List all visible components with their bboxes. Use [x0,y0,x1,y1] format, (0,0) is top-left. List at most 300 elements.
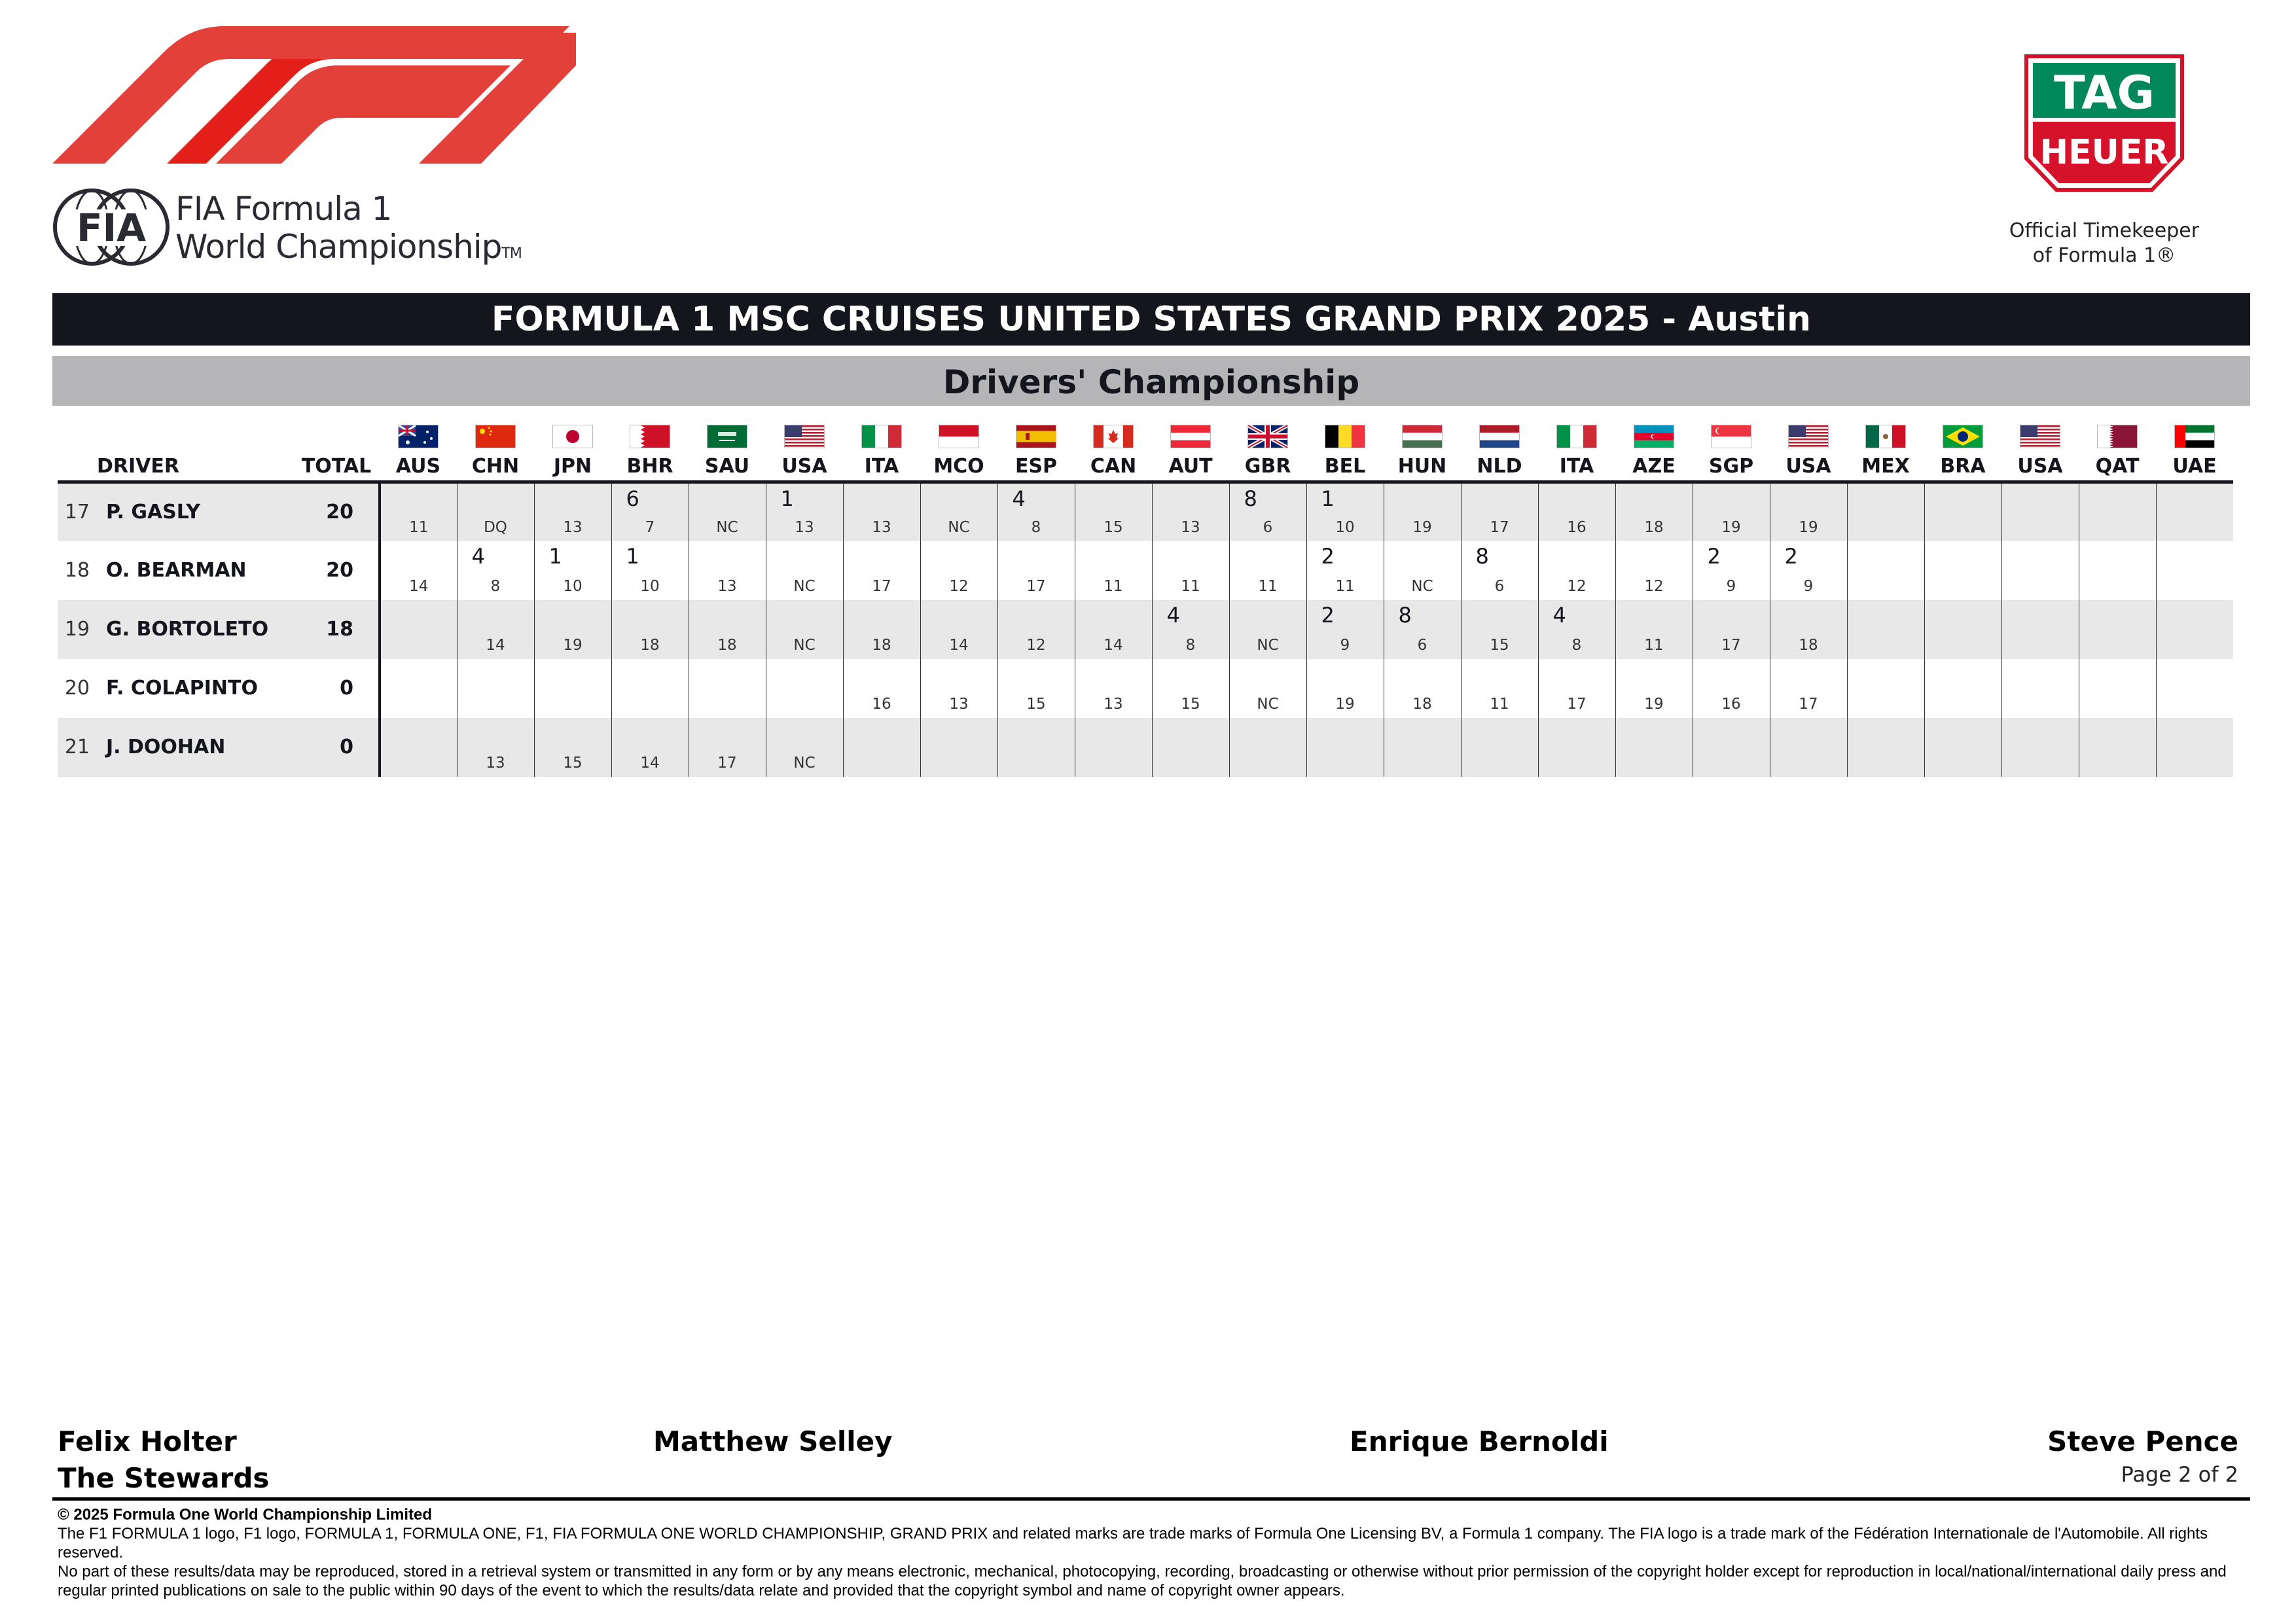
finish-position: 15 [563,754,583,772]
finish-position: 13 [872,518,891,536]
finish-position: 12 [1567,577,1587,595]
race-result-cell [1924,482,2001,541]
finish-position: 14 [409,577,429,595]
race-header-usa [1770,412,1847,482]
finish-position: 14 [486,636,505,654]
race-code-label: QAT [2095,455,2140,478]
race-points: 4 [1012,486,1026,511]
qatar-flag-icon [2079,425,2156,448]
race-result-cell [380,482,457,541]
race-code-label: BHR [626,455,673,478]
finish-position: 11 [1103,577,1123,595]
finish-position: 6 [1417,636,1427,654]
race-result-cell [1693,600,1770,659]
race-result-cell [534,600,611,659]
race-result-cell [1461,541,1538,600]
finish-position: 13 [949,695,969,713]
steward-name: Matthew Selley [653,1425,893,1457]
driver-header: DRIVER [97,455,179,478]
finish-position: 13 [795,518,814,536]
driver-name-cell: G. BORTOLETO [106,618,269,641]
finish-position: 17 [1567,695,1587,713]
race-result-cell [689,600,766,659]
race-points: 4 [1166,602,1180,628]
race-result-cell [997,659,1075,718]
event-title-banner: FORMULA 1 MSC CRUISES UNITED STATES GRAND PRIX 2025 - Austin [52,293,2250,346]
finish-position: 6 [1263,518,1273,536]
race-result-cell [1384,718,1461,777]
finish-position: 15 [1103,518,1123,536]
race-result-cell [2001,600,2079,659]
race-header-esp [997,412,1075,482]
finish-position: 13 [1181,518,1200,536]
race-header-chn [457,412,534,482]
table-row [58,482,2233,541]
finish-position: 9 [1726,577,1736,595]
race-code-label: AUT [1168,455,1213,478]
finish-position: 19 [1644,695,1664,713]
race-result-cell [457,541,534,600]
race-result-cell [1847,718,1924,777]
race-result-cell [2079,482,2156,541]
table-body [58,482,2233,777]
race-header-can [1075,412,1152,482]
race-result-cell [920,600,997,659]
finish-position: 11 [409,518,429,536]
race-result-cell [1615,482,1693,541]
usa-flag-icon [1770,425,1847,448]
race-result-cell [1306,482,1384,541]
japan-flag-icon [534,425,611,448]
steward-name: Steve Pence [2047,1425,2238,1457]
race-points: 1 [548,543,562,569]
race-result-cell [1306,718,1384,777]
race-result-cell [997,600,1075,659]
race-result-cell [766,659,843,718]
finish-position: 12 [949,577,969,595]
race-result-cell [1306,600,1384,659]
finish-position: 11 [1490,695,1509,713]
race-result-cell [1693,718,1770,777]
timekeeper-line2: of Formula 1® [2032,244,2176,267]
f1-logo [52,26,576,164]
finish-position: NC [793,754,816,772]
race-result-cell [766,482,843,541]
race-result-cell [1615,659,1693,718]
race-points: 4 [1552,602,1566,628]
race-result-cell [2156,482,2233,541]
italy-flag-icon [843,425,920,448]
race-result-cell [689,659,766,718]
race-points: 8 [1244,486,1257,511]
race-result-cell [1924,541,2001,600]
race-result-cell [1538,541,1615,600]
race-result-cell [2079,659,2156,718]
azerbaijan-flag-icon [1615,425,1693,448]
finish-position: 10 [563,577,583,595]
race-result-cell [997,541,1075,600]
steward-name: Enrique Bernoldi [1350,1425,1609,1457]
race-result-cell [1693,541,1770,600]
race-result-cell [1847,482,1924,541]
finish-position: 13 [1103,695,1123,713]
total-header: TOTAL [301,455,372,478]
finish-position: 14 [949,636,969,654]
race-result-cell [534,482,611,541]
race-code-label: UAE [2172,455,2217,478]
table-row [58,600,2233,659]
race-result-cell [2156,541,2233,600]
race-result-cell [843,718,920,777]
position-cell: 19 [64,618,90,641]
race-points: 2 [1707,543,1721,569]
total-points-cell: 20 [293,482,380,541]
finish-position: 11 [1258,577,1278,595]
race-points: 8 [1398,602,1412,628]
belgium-flag-icon [1306,425,1384,448]
finish-position: 6 [1494,577,1505,595]
race-result-cell [997,482,1075,541]
spain-flag-icon [997,425,1075,448]
race-points: 1 [626,543,639,569]
race-result-cell [1229,600,1306,659]
finish-position: 19 [1335,695,1355,713]
race-points: 2 [1321,602,1335,628]
finish-position: 15 [1026,695,1046,713]
copyright-title: © 2025 Formula One World Championship Limited [58,1506,432,1524]
race-result-cell [2001,482,2079,541]
race-result-cell [1152,600,1229,659]
race-code-label: BRA [1940,455,1986,478]
race-code-label: JPN [553,455,592,478]
race-code-label: ESP [1014,455,1058,478]
race-result-cell [1075,718,1152,777]
race-result-cell [2156,659,2233,718]
finish-position: 17 [1490,518,1509,536]
race-header-uae [2156,412,2233,482]
race-points: 2 [1321,543,1335,569]
race-code-label: BEL [1324,455,1366,478]
race-result-cell [1770,482,1847,541]
saudi-arabia-flag-icon [689,425,766,448]
race-points: 1 [780,486,794,511]
total-points-cell: 0 [293,718,380,777]
race-result-cell [997,718,1075,777]
finish-position: 9 [1340,636,1350,654]
race-result-cell [611,541,689,600]
race-result-cell [2079,600,2156,659]
race-result-cell [1693,659,1770,718]
race-result-cell [689,541,766,600]
race-result-cell [1538,718,1615,777]
finish-position: NC [716,518,738,536]
fia-championship-wordmark [175,190,522,273]
italy-flag-icon [1538,425,1615,448]
position-cell: 20 [64,677,90,700]
finish-position: 12 [1644,577,1664,595]
australia-flag-icon [380,425,457,448]
race-result-cell [1229,482,1306,541]
finish-position: 11 [1181,577,1200,595]
race-points: 2 [1784,543,1798,569]
race-result-cell [2079,718,2156,777]
race-header-jpn [534,412,611,482]
race-result-cell [611,482,689,541]
bahrain-flag-icon [611,425,689,448]
page-number: Page 2 of 2 [2121,1462,2238,1487]
race-code-label: GBR [1244,455,1291,478]
race-result-cell [611,718,689,777]
finish-position: 16 [1721,695,1741,713]
fia-wordmark-line2: World Championship [175,228,502,266]
race-result-cell [1075,482,1152,541]
finish-position: 17 [872,577,891,595]
usa-flag-icon [2001,425,2079,448]
finish-position: 10 [1335,518,1355,536]
svg-text:HEUER: HEUER [2039,133,2169,172]
race-result-cell [1306,659,1384,718]
trademark-mark: TM [501,245,522,262]
race-result-cell [1229,718,1306,777]
race-header-mex [1847,412,1924,482]
hungary-flag-icon [1384,425,1461,448]
race-result-cell [1924,659,2001,718]
position-cell: 18 [64,559,90,582]
race-result-cell [1152,718,1229,777]
race-result-cell [2079,541,2156,600]
race-result-cell [1075,659,1152,718]
finish-position: NC [1257,695,1279,713]
race-result-cell [1538,600,1615,659]
race-header-nld [1461,412,1538,482]
finish-position: 17 [1721,636,1741,654]
position-cell: 21 [64,736,90,758]
race-result-cell [689,718,766,777]
race-result-cell [1770,659,1847,718]
footer-divider [52,1497,2250,1501]
race-result-cell [1847,541,1924,600]
race-header-hun [1384,412,1461,482]
race-result-cell [1538,659,1615,718]
mexico-flag-icon [1847,425,1924,448]
finish-position: 18 [1644,518,1664,536]
race-header-bra [1924,412,2001,482]
canada-flag-icon [1075,425,1152,448]
race-points: 6 [626,486,639,511]
finish-position: 18 [717,636,737,654]
race-result-cell [843,600,920,659]
race-result-cell [766,600,843,659]
race-header-sau [689,412,766,482]
finish-position: 19 [1799,518,1818,536]
race-result-cell [2001,718,2079,777]
race-result-cell [1229,541,1306,600]
finish-position: 16 [872,695,891,713]
race-code-label: AZE [1632,455,1676,478]
austria-flag-icon [1152,425,1229,448]
race-code-label: USA [1785,455,1831,478]
race-result-cell [1229,659,1306,718]
driver-name-cell: O. BEARMAN [106,559,247,582]
race-result-cell [1384,541,1461,600]
race-code-label: ITA [864,455,899,478]
race-result-cell [1847,600,1924,659]
race-result-cell [1461,659,1538,718]
race-result-cell [2156,718,2233,777]
finish-position: 13 [563,518,583,536]
race-result-cell [1924,600,2001,659]
race-result-cell [1693,482,1770,541]
race-result-cell [766,718,843,777]
race-code-label: CHN [471,455,520,478]
race-result-cell [1847,659,1924,718]
finish-position: 14 [1103,636,1123,654]
position-header [58,412,97,482]
finish-position: DQ [484,518,507,536]
race-result-cell [1461,718,1538,777]
finish-position: 15 [1181,695,1200,713]
race-code-label: SGP [1708,455,1754,478]
finish-position: 13 [717,577,737,595]
race-header-usa [2001,412,2079,482]
race-result-cell [1384,659,1461,718]
race-result-cell [457,659,534,718]
race-code-label: MCO [933,455,984,478]
race-result-cell [1924,718,2001,777]
total-points-cell: 18 [293,600,380,659]
table-row [58,541,2233,600]
finish-position: 18 [1799,636,1818,654]
driver-name-cell: F. COLAPINTO [106,677,259,700]
finish-position: 13 [486,754,505,772]
position-cell: 17 [64,501,90,524]
finish-position: 16 [1567,518,1587,536]
usa-flag-icon [766,425,843,448]
table-row [58,659,2233,718]
driver-name-cell: P. GASLY [106,501,200,524]
brazil-flag-icon [1924,425,2001,448]
race-header-aut [1152,412,1229,482]
race-header-aze [1615,412,1693,482]
official-timekeeper-caption [1977,219,2232,268]
finish-position: 19 [1721,518,1741,536]
race-result-cell [1615,541,1693,600]
race-code-label: AUS [395,455,441,478]
race-result-cell [457,718,534,777]
drivers-championship-table [58,412,2233,777]
finish-position: 19 [1412,518,1432,536]
finish-position: 14 [640,754,660,772]
reproduction-notice: No part of these results/data may be reproduced, stored in a retrieval system or transmitted in any form or by any means electronic, mechanical, photocopying, recording, broadcasting or otherwise without prior permission of the copyright holder except for reproduction in local/national/international daily press and regular printed publications on sale to the public within 90 days of the event to which the results/data relate and provided that the copyright symbol and name of copyright owner appears. [58,1563,2227,1599]
race-code-label: SAU [704,455,750,478]
standings-subtitle-banner: Drivers' Championship [52,356,2250,406]
race-header-ita [843,412,920,482]
race-result-cell [380,600,457,659]
race-code-label: MEX [1861,455,1910,478]
race-header-ita [1538,412,1615,482]
trademark-notice: The F1 FORMULA 1 logo, F1 logo, FORMULA 1, FORMULA ONE, F1, FIA FORMULA ONE WORLD CHAMPIONSHIP, GRAND PRIX and related marks are trade marks of Formula One Licensing BV, a Formula 1 company. The FIA logo is a trade mark of the Fédération Internationale de l'Automobile. All rights reserved. [58,1525,2208,1561]
finish-position: NC [793,636,816,654]
stewards-label: The Stewards [58,1462,270,1494]
finish-position: NC [948,518,970,536]
finish-position: 8 [1571,636,1582,654]
finish-position: 11 [1644,636,1664,654]
race-result-cell [766,541,843,600]
tag-heuer-logo [2021,54,2187,196]
fia-globe-logo [52,185,170,270]
race-result-cell [920,659,997,718]
race-header-qat [2079,412,2156,482]
race-result-cell [1770,600,1847,659]
table-row [58,718,2233,777]
singapore-flag-icon [1693,425,1770,448]
race-result-cell [1152,482,1229,541]
race-result-cell [1384,600,1461,659]
race-code-label: USA [2017,455,2063,478]
netherlands-flag-icon [1461,425,1538,448]
finish-position: 18 [1412,695,1432,713]
race-result-cell [920,718,997,777]
total-points-cell: 0 [293,659,380,718]
table-header-row [58,412,2233,482]
race-header-sgp [1693,412,1770,482]
race-result-cell [843,659,920,718]
race-result-cell [380,541,457,600]
race-result-cell [534,659,611,718]
finish-position: NC [1257,636,1279,654]
monaco-flag-icon [920,425,997,448]
race-result-cell [1770,718,1847,777]
race-result-cell [1075,600,1152,659]
finish-position: 17 [717,754,737,772]
steward-name: Felix Holter [58,1425,237,1457]
copyright-notice [58,1505,2237,1600]
race-result-cell [1615,718,1693,777]
race-result-cell [1306,541,1384,600]
race-header-bel [1306,412,1384,482]
finish-position: 17 [1026,577,1046,595]
race-result-cell [380,659,457,718]
finish-position: 11 [1335,577,1355,595]
race-code-label: CAN [1090,455,1137,478]
china-flag-icon [457,425,534,448]
finish-position: 8 [490,577,501,595]
race-result-cell [1075,541,1152,600]
uae-flag-icon [2156,425,2233,448]
race-result-cell [2001,659,2079,718]
finish-position: 15 [1490,636,1509,654]
race-header-bhr [611,412,689,482]
finish-position: NC [793,577,816,595]
finish-position: 10 [640,577,660,595]
race-result-cell [380,718,457,777]
race-result-cell [920,541,997,600]
race-result-cell [534,541,611,600]
race-result-cell [689,482,766,541]
svg-text:TAG: TAG [2054,66,2155,120]
fia-wordmark-line1: FIA Formula 1 [175,190,392,228]
race-points: 4 [471,543,485,569]
finish-position: 7 [645,518,655,536]
race-result-cell [1384,482,1461,541]
race-result-cell [1152,659,1229,718]
race-result-cell [1461,482,1538,541]
race-result-cell [1538,482,1615,541]
finish-position: 8 [1185,636,1196,654]
race-result-cell [534,718,611,777]
finish-position: 9 [1803,577,1814,595]
timekeeper-line1: Official Timekeeper [2009,219,2200,242]
